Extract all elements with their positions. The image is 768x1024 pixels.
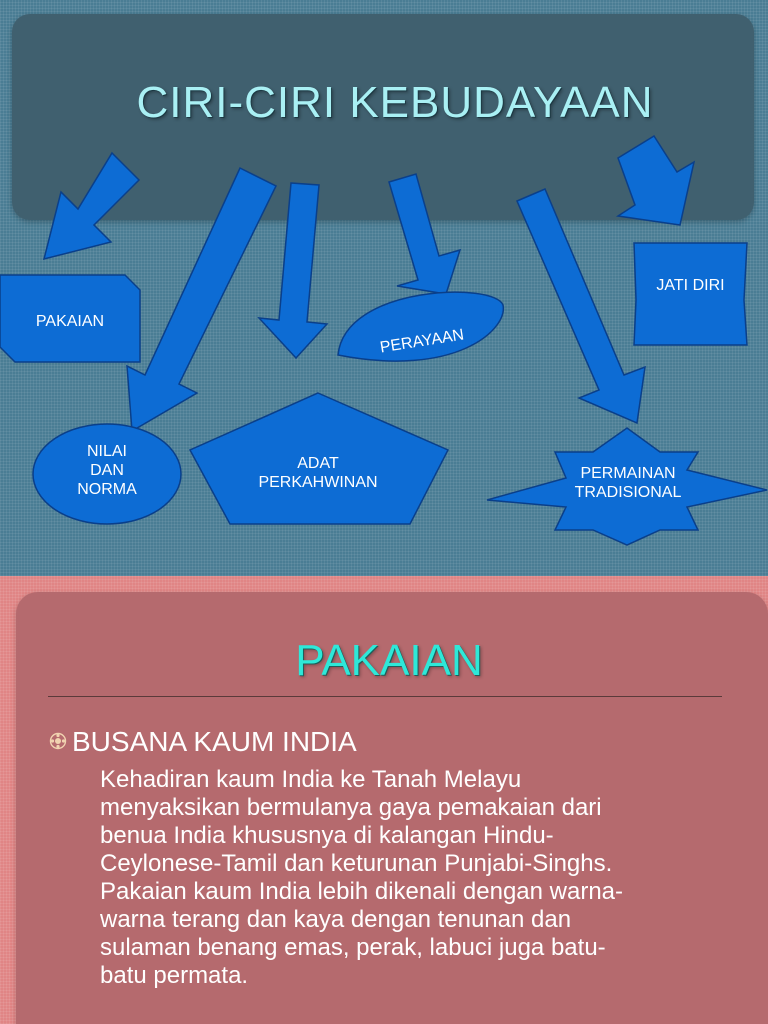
bullet-heading: BUSANA KAUM INDIA [72,726,357,757]
node-perayaan-label: PERAYAAN [378,326,466,357]
slide-heading: PAKAIAN [295,636,483,685]
node-nilai-label: NILAI DAN NORMA [77,443,137,498]
divider [48,696,722,697]
arrow-to-permainan [517,189,645,423]
arrow-to-jati-diri [618,136,694,225]
node-permainan-label: PERMAINAN TRADISIONAL [574,465,682,501]
body-paragraph: Kehadiran kaum India ke Tanah Melayu menyaksikan bermulanya gaya pemakaian dari benua India khususnya di kalangan Hindu- Ceylonese-Tamil dan keturunan Punjabi-Singhs. Pakaian kaum India lebih dikenali dengan warna- warna terang dan kaya dengan tenunan dan sulaman benang emas, perak, labuci juga batu- batu permata. [100,766,624,989]
node-jati-diri-label: JATI DIRI [656,277,725,294]
arrow-to-pakaian [44,153,139,259]
flower-bullet-icon [48,731,68,751]
arrow-to-perayaan [389,174,460,294]
node-adat-label: ADAT PERKAHWINAN [258,455,378,491]
arrow-to-adat [259,183,327,358]
slide-pakaian [0,576,768,1024]
slide-title: CIRI-CIRI KEBUDAYAAN [136,78,654,127]
node-pakaian-label: PAKAIAN [35,313,105,330]
arrow-to-nilai [127,168,276,431]
